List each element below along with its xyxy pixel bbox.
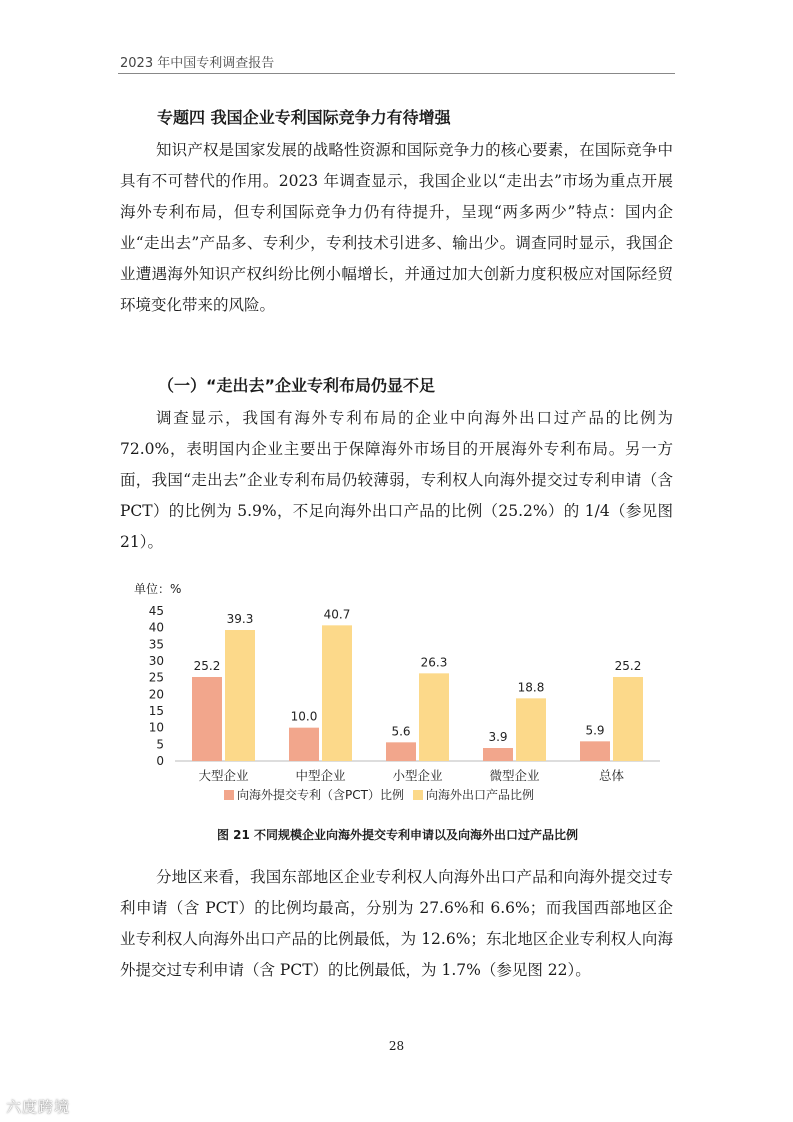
chart-canvas [120, 578, 680, 813]
category-label: 总体 [598, 768, 625, 783]
category-label: 小型企业 [392, 768, 443, 783]
subsection-title: （一）“走出去”企业专利布局仍显不足 [158, 376, 436, 395]
y-tick-label: 30 [148, 654, 164, 668]
bar-patent [580, 741, 610, 761]
intro-text: 知识产权是国家发展的战略性资源和国际竞争力的核心要素，在国际竞争中具有不可替代的作用。2023 年调查显示，我国企业以“走出去”市场为重点开展海外专利布局，但专利国际竞争力仍有待提升，呈现“两多两少”特点：国内企业“走出去”产品多、专利少，专利技术引进多、输出少。调查同时显示，我国企业遭遇海外知识产权纠纷比例小幅增长，并通过加大创新力度积极应对国际经贸环境变化带来的风险。 [120, 141, 673, 314]
legend-swatch [224, 790, 234, 800]
data-label: 39.3 [226, 612, 254, 626]
bar-export [225, 630, 255, 761]
data-label: 25.2 [193, 659, 221, 673]
running-header: 2023 年中国专利调查报告 [120, 56, 275, 71]
page-number: 28 [388, 1039, 405, 1053]
para2-text: 调查显示，我国有海外专利布局的企业中向海外出口过产品的比例为 72.0%，表明国内企业主要出于保障海外市场目的开展海外专利布局。另一方面，我国“走出去”企业专利布局仍较薄弱，专利权人向海外提交过专利申请（含 PCT）的比例为 5.9%，不足向海外出口产品的比例（25.2%）的 1/4（参见图 21）。 [120, 409, 673, 551]
bar-patent [483, 748, 513, 761]
section-title: 专题四 我国企业专利国际竞争力有待增强 [157, 108, 451, 127]
bar-patent [386, 742, 416, 761]
data-label: 10.0 [290, 709, 318, 724]
header-divider [118, 73, 675, 74]
para3-text: 分地区来看，我国东部地区企业专利权人向海外出口产品和向海外提交过专利申请（含 PCT）的比例均最高，分别为 27.6%和 6.6%；而我国西部地区企业专利权人向海外出口产品的比例最低，为 12.6%；东北地区企业专利权人向海外提交过专利申请（含 PCT）的比例最低，为 1.7%（参见图 22）。 [120, 868, 673, 979]
legend-label: 向海外提交专利（含PCT）比例 [237, 788, 404, 802]
body-paragraph-2 [120, 403, 673, 558]
intro-paragraph [120, 135, 673, 321]
bar-export [419, 673, 449, 761]
legend-swatch [413, 790, 423, 800]
y-tick-label: 25 [148, 670, 164, 685]
bar-export [322, 625, 352, 761]
category-label: 中型企业 [295, 768, 346, 783]
bar-export [516, 698, 546, 761]
y-tick-label: 5 [156, 737, 164, 752]
category-label: 大型企业 [198, 768, 249, 783]
data-label: 18.8 [517, 680, 545, 695]
chart-unit-label: 单位：% [134, 582, 182, 596]
data-label: 26.3 [420, 655, 448, 670]
y-tick-label: 40 [148, 620, 164, 635]
bar-patent [192, 677, 222, 761]
legend-label: 向海外出口产品比例 [426, 788, 535, 802]
y-tick-label: 35 [148, 637, 164, 652]
bar-chart [120, 578, 680, 813]
data-label: 25.2 [614, 659, 642, 673]
y-tick-label: 45 [148, 604, 164, 618]
bar-export [613, 677, 643, 761]
bar-patent [289, 728, 319, 761]
y-tick-label: 10 [148, 720, 164, 735]
category-label: 微型企业 [489, 768, 540, 783]
y-tick-label: 20 [148, 687, 164, 702]
y-tick-label: 0 [156, 754, 164, 768]
data-label: 40.7 [323, 607, 351, 622]
data-label: 3.9 [488, 730, 508, 744]
data-label: 5.6 [391, 724, 411, 739]
figure-caption: 图 21 不同规模企业向海外提交专利申请以及向海外出口过产品比例 [216, 828, 579, 842]
y-tick-label: 15 [148, 704, 164, 718]
watermark-logo: 六度跨境 [6, 1098, 71, 1116]
data-label: 5.9 [585, 723, 605, 738]
body-paragraph-3 [120, 862, 673, 986]
